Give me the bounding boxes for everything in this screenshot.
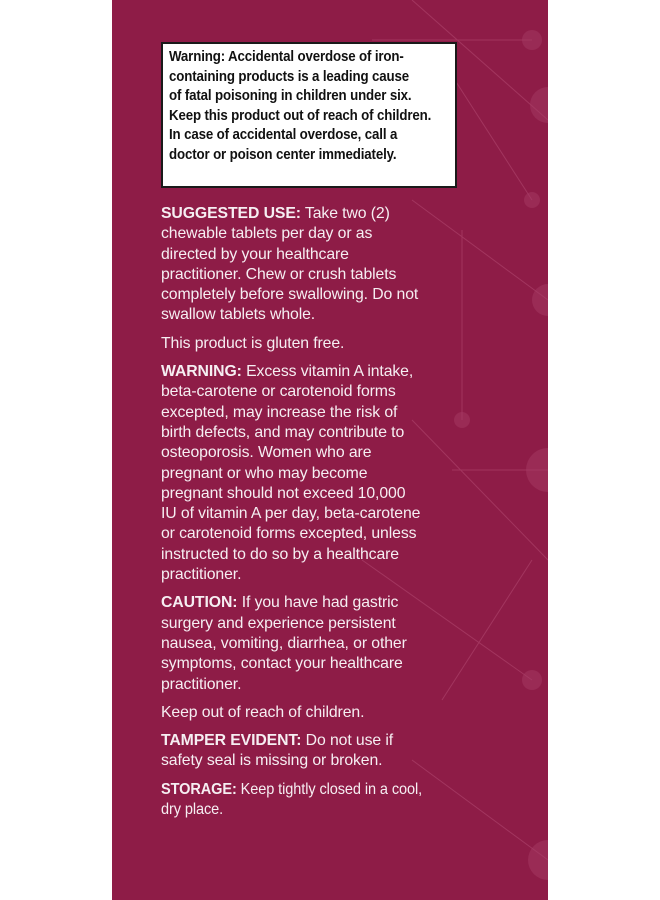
caution-first-line: If you have had gastric — [237, 594, 399, 612]
vitamin-a-warning-first-line: Excess vitamin A intake, — [241, 363, 414, 381]
vitamin-a-warning-line: pregnant or who may become — [161, 464, 368, 482]
storage-section — [161, 780, 511, 821]
iron-warning-text — [169, 48, 453, 166]
iron-warning-line: In case of accidental overdose, call a — [169, 127, 398, 144]
vitamin-a-warning-line: excepted, may increase the risk of — [161, 403, 398, 421]
storage-first-line: Keep tightly closed in a cool, — [236, 780, 423, 798]
suggested-use-section — [161, 204, 541, 326]
suggested-use-line: completely before swallowing. Do not — [161, 286, 419, 304]
keep-out-of-reach-statement — [161, 703, 541, 723]
tamper-evident-section — [161, 731, 541, 772]
suggested-use-line: chewable tablets per day or as — [161, 225, 373, 243]
vitamin-a-warning-line: osteoporosis. Women who are — [161, 444, 372, 462]
vitamin-a-warning-line: beta-carotene or carotenoid forms — [161, 383, 396, 401]
suggested-use-line: swallow tablets whole. — [161, 306, 316, 324]
vitamin-a-warning-line: birth defects, and may contribute to — [161, 423, 405, 441]
suggested-use-line: practitioner. Chew or crush tablets — [161, 265, 397, 283]
label-body-copy — [161, 204, 541, 828]
tamper-evident-first-line: Do not use if — [301, 732, 394, 750]
caution-line: surgery and experience persistent — [161, 614, 396, 632]
tamper-evident-line: safety seal is missing or broken. — [161, 752, 383, 770]
iron-warning-line: containing products is a leading cause — [169, 68, 409, 85]
suggested-use-line: directed by your healthcare — [161, 245, 349, 263]
storage-heading: STORAGE: — [161, 780, 237, 798]
vitamin-a-warning-line: IU of vitamin A per day, beta-carotene — [161, 505, 421, 523]
gluten-free-text: This product is gluten free. — [161, 334, 345, 352]
caution-section — [161, 593, 541, 694]
suggested-use-heading: SUGGESTED USE: — [161, 205, 301, 222]
vitamin-a-warning-line: practitioner. — [161, 566, 242, 584]
caution-heading: CAUTION: — [161, 594, 238, 612]
storage-line: dry place. — [161, 801, 224, 819]
label-panel — [112, 0, 548, 900]
vitamin-a-warning-line: instructed to do so by a healthcare — [161, 545, 399, 563]
gluten-free-statement — [161, 334, 541, 354]
caution-line: symptoms, contact your healthcare — [161, 655, 403, 673]
iron-warning-line: Keep this product out of reach of children. — [169, 107, 432, 124]
tamper-evident-heading: TAMPER EVIDENT: — [161, 732, 302, 750]
iron-warning-line: of fatal poisoning in children under six. — [169, 88, 412, 105]
vitamin-a-warning-heading: WARNING: — [161, 363, 242, 381]
suggested-use-first-line: Take two (2) — [300, 205, 390, 222]
keep-out-of-reach-text: Keep out of reach of children. — [161, 703, 365, 721]
iron-warning-line: doctor or poison center immediately. — [169, 146, 397, 163]
caution-line: practitioner. — [161, 675, 242, 693]
vitamin-a-warning-section — [161, 362, 541, 585]
iron-warning-line: Warning: Accidental overdose of iron- — [169, 49, 404, 65]
vitamin-a-warning-line: or carotenoid forms excepted, unless — [161, 525, 417, 543]
caution-line: nausea, vomiting, diarrhea, or other — [161, 634, 407, 652]
vitamin-a-warning-line: pregnant should not exceed 10,000 — [161, 484, 406, 502]
iron-warning-box — [161, 42, 457, 188]
